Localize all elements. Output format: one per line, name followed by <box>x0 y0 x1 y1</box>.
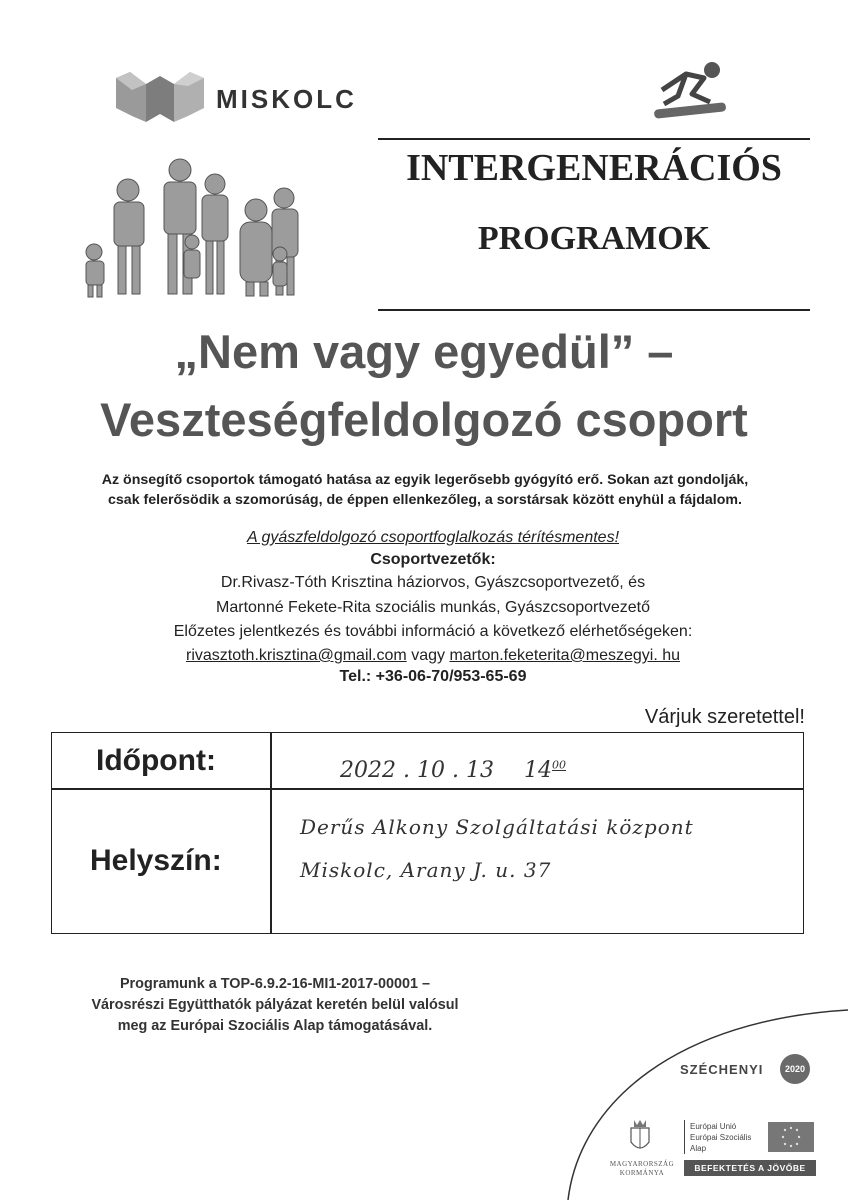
leader-2: Martonné Fekete-Rita szociális munkás, Gyászcsoportvezető <box>216 599 650 616</box>
or-word: vagy <box>411 647 445 664</box>
snowboarder-icon <box>652 60 728 122</box>
invest-banner: BEFEKTETÉS A JÖVŐBE <box>684 1160 816 1176</box>
header-rule-bottom <box>378 309 810 311</box>
header-rule-top <box>378 138 810 140</box>
registration-info: Előzetes jelentkezés és további információ a következő elérhetőségeken: <box>173 623 693 640</box>
intro-paragraph: Az önsegítő csoportok támogató hatása az egyik legerősebb gyógyító erő. Sokan azt gondolják, csak felerősödik a szomorúság, de éppen ellenkezőleg, a sorstársak között enyhül a fájdalom. <box>101 472 749 508</box>
gov-line2: KORMÁNYA <box>619 1169 665 1177</box>
coat-of-arms-icon <box>628 1118 652 1154</box>
place-value-line1: Derűs Alkony Szolgáltatási központ <box>300 815 694 839</box>
eu-line1: Európai Unió <box>690 1122 737 1131</box>
program-title-line1: INTERGENERÁCIÓS <box>406 147 782 189</box>
main-title-line1: „Nem vagy egyedül” – <box>174 325 674 378</box>
table-row-divider <box>51 788 804 790</box>
miskolc-logo-icon <box>116 68 204 122</box>
szechenyi-badge: 2020 <box>780 1054 810 1084</box>
table-column-divider <box>270 732 272 934</box>
government-label <box>604 1160 680 1178</box>
gov-line1: MAGYARORSZÁG <box>609 1160 675 1168</box>
place-label: Helyszín: <box>90 844 222 877</box>
time-label: Időpont: <box>96 744 216 777</box>
place-value-line2: Miskolc, Arany J. u. 37 <box>300 858 552 882</box>
email-link-1[interactable]: rivasztoth.krisztina@gmail.com <box>185 647 407 664</box>
time-hour-value <box>524 758 566 783</box>
leader-1: Dr.Rivasz-Tóth Krisztina háziorvos, Gyászcsoportvezető, és <box>220 574 646 591</box>
eu-flag-icon <box>768 1122 814 1152</box>
eu-line2: Európai Szociális <box>690 1133 752 1142</box>
closing-text: Várjuk szeretettel! <box>644 706 805 728</box>
time-hour: 14 <box>524 758 552 783</box>
email-link-2[interactable]: marton.feketerita@meszegyi. hu <box>449 647 680 664</box>
free-notice: A gyászfeldolgozó csoportfoglalkozás térítésmentes! <box>246 529 620 546</box>
time-minutes: 00 <box>552 758 566 772</box>
eu-line3: Alap <box>690 1144 707 1153</box>
time-date-value: 2022 . 10 . 13 <box>340 758 494 783</box>
eu-text <box>690 1121 751 1154</box>
family-illustration-icon <box>80 150 310 300</box>
funding-notice: Programunk a TOP-6.9.2-16-MI1-2017-00001 – Városrészi Együtthatók pályázat keretén belül valósul meg az Európai Szociális Alap támogatásával. <box>91 976 459 1034</box>
szechenyi-label: SZÉCHENYI <box>680 1062 764 1077</box>
main-title-line2: Veszteségfeldolgozó csoport <box>100 393 748 446</box>
brand-name: MISKOLC <box>216 84 357 114</box>
contact-line <box>60 645 806 666</box>
leaders-heading: Csoportvezetők: <box>370 551 496 568</box>
program-title-line2: PROGRAMOK <box>477 220 711 257</box>
phone-number: Tel.: +36-06-70/953-65-69 <box>339 668 527 685</box>
